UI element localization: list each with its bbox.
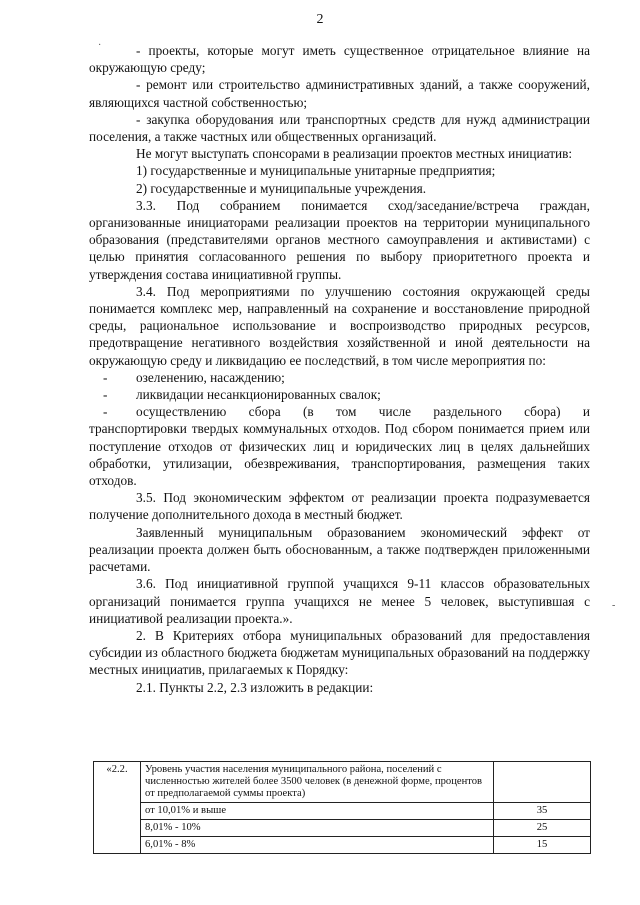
paragraph-3-5: 3.5. Под экономическим эффектом от реализации проекта подразумевается получение дополнительного дохода в местный бюджет.: [89, 490, 590, 523]
list-item: [89, 369, 590, 386]
paragraph: Не могут выступать спонсорами в реализации проектов местных инициатив:: [136, 146, 573, 162]
table-cell-value: 35: [494, 803, 591, 820]
dash: -: [103, 404, 108, 420]
paragraph-3-6: 3.6. Под инициативной группой учащихся 9-11 классов образовательных организаций понимается группа учащихся не менее 5 человек, выступившая с инициативой реализации проекта.».: [89, 576, 590, 626]
paragraph-2-1: 2.1. Пункты 2.2, 2.3 изложить в редакции:: [136, 679, 374, 695]
table-cell-header: Уровень участия населения муниципального района, поселений с численностью жителей более 3500 человек (в денежной форме, процентов от предполагаемой суммы проекта): [141, 762, 494, 803]
list-item: - ремонт или строительство административных зданий, а также сооружений, являющихся частной собственностью;: [89, 77, 590, 110]
table-row: [94, 803, 591, 820]
table-cell-value: 15: [494, 837, 591, 854]
list-item: - закупка оборудования или транспортных средств для нужд администрации поселения, а также частных или общественных организаций.: [89, 111, 590, 145]
table-row: [94, 762, 591, 803]
paragraph-2: 2. В Критериях отбора муниципальных образований для предоставления субсидии из областного бюджета бюджетам муниципальных образований на поддержку местных инициатив, прилагаемых к Порядку:: [89, 627, 590, 678]
scan-mark: -: [612, 600, 616, 611]
paragraph-3-4: 3.4. Под мероприятиями по улучшению состояния окружающей среды понимается комплекс мер, направленный на сохранение и восстановление природной среды, рациональное использование и воспроизводство природных ресурсов, предотвращение негативного воздействия хозяйственной и иной деятельности на окружающую среду и ликвидацию ее последствий, в том числе мероприятия по:: [89, 283, 590, 368]
table-cell-label: 6,01% - 8%: [141, 837, 494, 854]
list-item: - проекты, которые могут иметь существенное отрицательное влияние на окружающую среду;: [89, 43, 590, 76]
table-cell-label: от 10,01% и выше: [141, 803, 494, 820]
table-cell-label: 8,01% - 10%: [141, 820, 494, 837]
table-row: [94, 837, 591, 854]
scan-mark: ·: [98, 40, 102, 51]
dash: -: [103, 387, 108, 403]
table-cell-number: «2.2.: [94, 762, 141, 854]
paragraph: транспортировки твердых коммунальных отходов. Под сбором понимается прием или поступление отходов от физических лиц и юридических лиц в целях дальнейших обработки, утилизации, обезвреживания, транспортирования, размещения таких отходов.: [89, 421, 590, 489]
list-text: ликвидации несанкционированных свалок;: [136, 387, 381, 403]
page-number: 2: [316, 12, 324, 27]
list-item: [89, 403, 590, 420]
list-text: осуществлению сбора (в том числе раздельного сбора) и: [136, 404, 590, 420]
paragraph-3-3: 3.3. Под собранием понимается сход/заседание/встреча граждан, организованные инициаторами реализации проектов на территории муниципального образования (представителями органов местного самоуправления и активистами) с целью принятия согласованного решения по выбору приоритетного проекта и утверждения состава инициативной группы.: [89, 197, 590, 282]
list-item: 1) государственные и муниципальные унитарные предприятия;: [136, 163, 496, 179]
dash: -: [103, 369, 108, 385]
document-body: [89, 42, 590, 696]
table-row: [94, 820, 591, 837]
table-cell-value: 25: [494, 820, 591, 837]
list-item: 2) государственные и муниципальные учреждения.: [136, 180, 427, 196]
criteria-table: [93, 761, 591, 854]
list-text: озеленению, насаждению;: [136, 369, 285, 385]
paragraph: Заявленный муниципальным образованием экономический эффект от реализации проекта должен быть обоснованным, а также подтвержден приложенными расчетами.: [89, 524, 590, 575]
list-item: [89, 386, 590, 403]
table-cell-empty: [494, 762, 591, 803]
